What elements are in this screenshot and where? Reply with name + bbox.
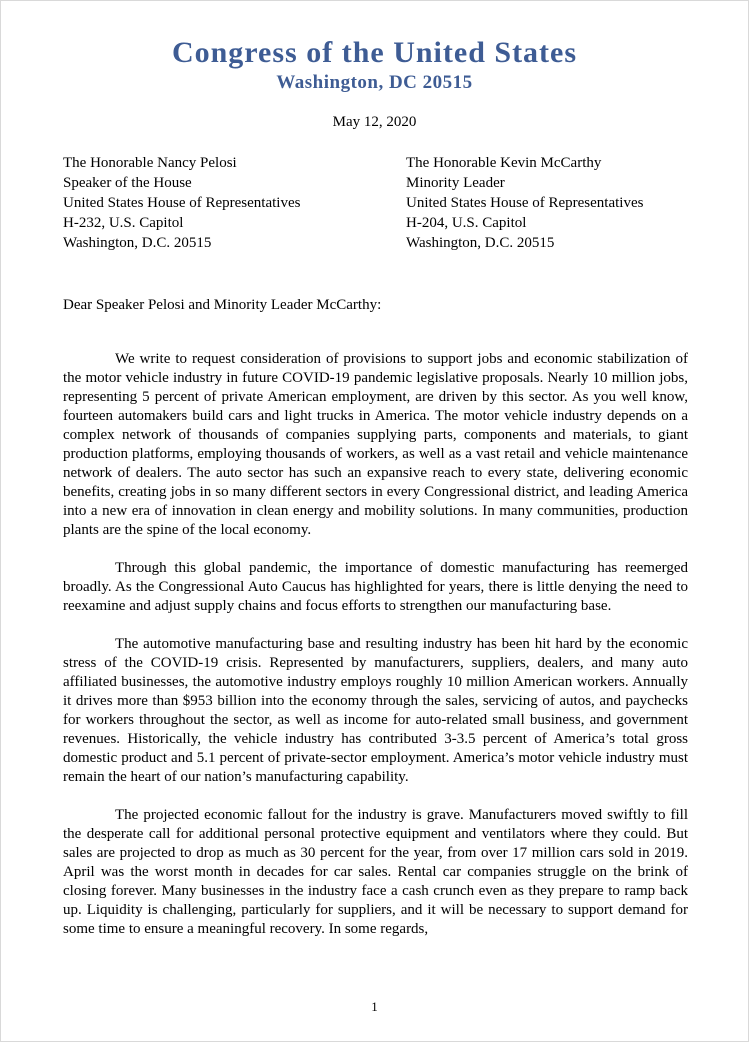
body-paragraph-4: The projected economic fallout for the industry is grave. Manufacturers moved swiftly to fill the desperate call for additional personal protective equipment and ventilators where they could. But sales are projected to drop as much as 30 percent for the year, from over 17 million cars sold in 2019. April was the worst month in decades for car sales. Rental car companies struggle on the brink of closing forever. Many businesses in the industry face a cash crunch even as they prepare to ramp back up. Liquidity is challenging, particularly for suppliers, and it will be necessary to support demand for some time to ensure a meaningful recovery. In some regards, bbox=[63, 806, 688, 937]
letter-date: May 12, 2020 bbox=[332, 113, 417, 130]
body-paragraph-2: Through this global pandemic, the importance of domestic manufacturing has reemerged broadly. As the Congressional Auto Caucus has highlighted for years, there is little denying the need to reexamine and adjust supply chains and focus efforts to strengthen our manufacturing base. bbox=[63, 559, 688, 614]
recipient-city: Washington, D.C. 20515 bbox=[406, 234, 555, 251]
recipient-title: Speaker of the House bbox=[63, 174, 192, 191]
salutation: Dear Speaker Pelosi and Minority Leader McCarthy: bbox=[63, 296, 382, 313]
recipient-title: Minority Leader bbox=[406, 174, 505, 191]
recipient-address: H-232, U.S. Capitol bbox=[63, 214, 184, 231]
recipient-org: United States House of Representatives bbox=[63, 194, 301, 211]
letterhead bbox=[1, 1, 748, 94]
letter-body bbox=[63, 350, 688, 939]
body-paragraph-1: We write to request consideration of provisions to support jobs and economic stabilization of the motor vehicle industry in future COVID-19 pandemic legislative proposals. Nearly 10 million jobs, representing 5 percent of private American employment, are driven by this sector. As you well know, fourteen automakers build cars and light trucks in America. The motor vehicle industry depends on a complex network of thousands of companies supplying parts, components and materials, to giant production platforms, employing thousands of workers, as well as a vast retail and vehicle maintenance network of dealers. The auto sector has such an expansive reach to every state, delivering economic benefits, creating jobs in so many different sectors in every Congressional district, and leading America into a new era of innovation in clean energy and mobility solutions. In many communities, production plants are the spine of the local economy. bbox=[63, 350, 688, 538]
recipient-block-mccarthy bbox=[406, 153, 688, 253]
recipient-block-pelosi bbox=[63, 153, 406, 253]
recipient-address: H-204, U.S. Capitol bbox=[406, 214, 527, 231]
recipient-org: United States House of Representatives bbox=[406, 194, 644, 211]
letterhead-title: Congress of the United States bbox=[171, 36, 578, 69]
recipient-city: Washington, D.C. 20515 bbox=[63, 234, 212, 251]
letterhead-subtitle: Washington, DC 20515 bbox=[276, 71, 473, 93]
body-paragraph-3: The automotive manufacturing base and resulting industry has been hit hard by the economic stress of the COVID-19 crisis. Represented by manufacturers, suppliers, dealers, and many auto affiliated businesses, the automotive industry employs roughly 10 million American workers. Annually it drives more than $953 billion into the economy through the sales, servicing of autos, and paychecks for workers throughout the sector, as well as income for auto-related small business, and government revenues. Historically, the vehicle industry has contributed 3-3.5 percent of America’s total gross domestic product and 5.1 percent of private-sector employment. America’s motor vehicle industry must remain the heart of our nation’s manufacturing capability. bbox=[63, 635, 688, 785]
recipient-blocks bbox=[63, 153, 688, 253]
recipient-name: The Honorable Kevin McCarthy bbox=[406, 154, 602, 171]
recipient-name: The Honorable Nancy Pelosi bbox=[63, 154, 237, 171]
page-number: 1 bbox=[371, 999, 378, 1014]
